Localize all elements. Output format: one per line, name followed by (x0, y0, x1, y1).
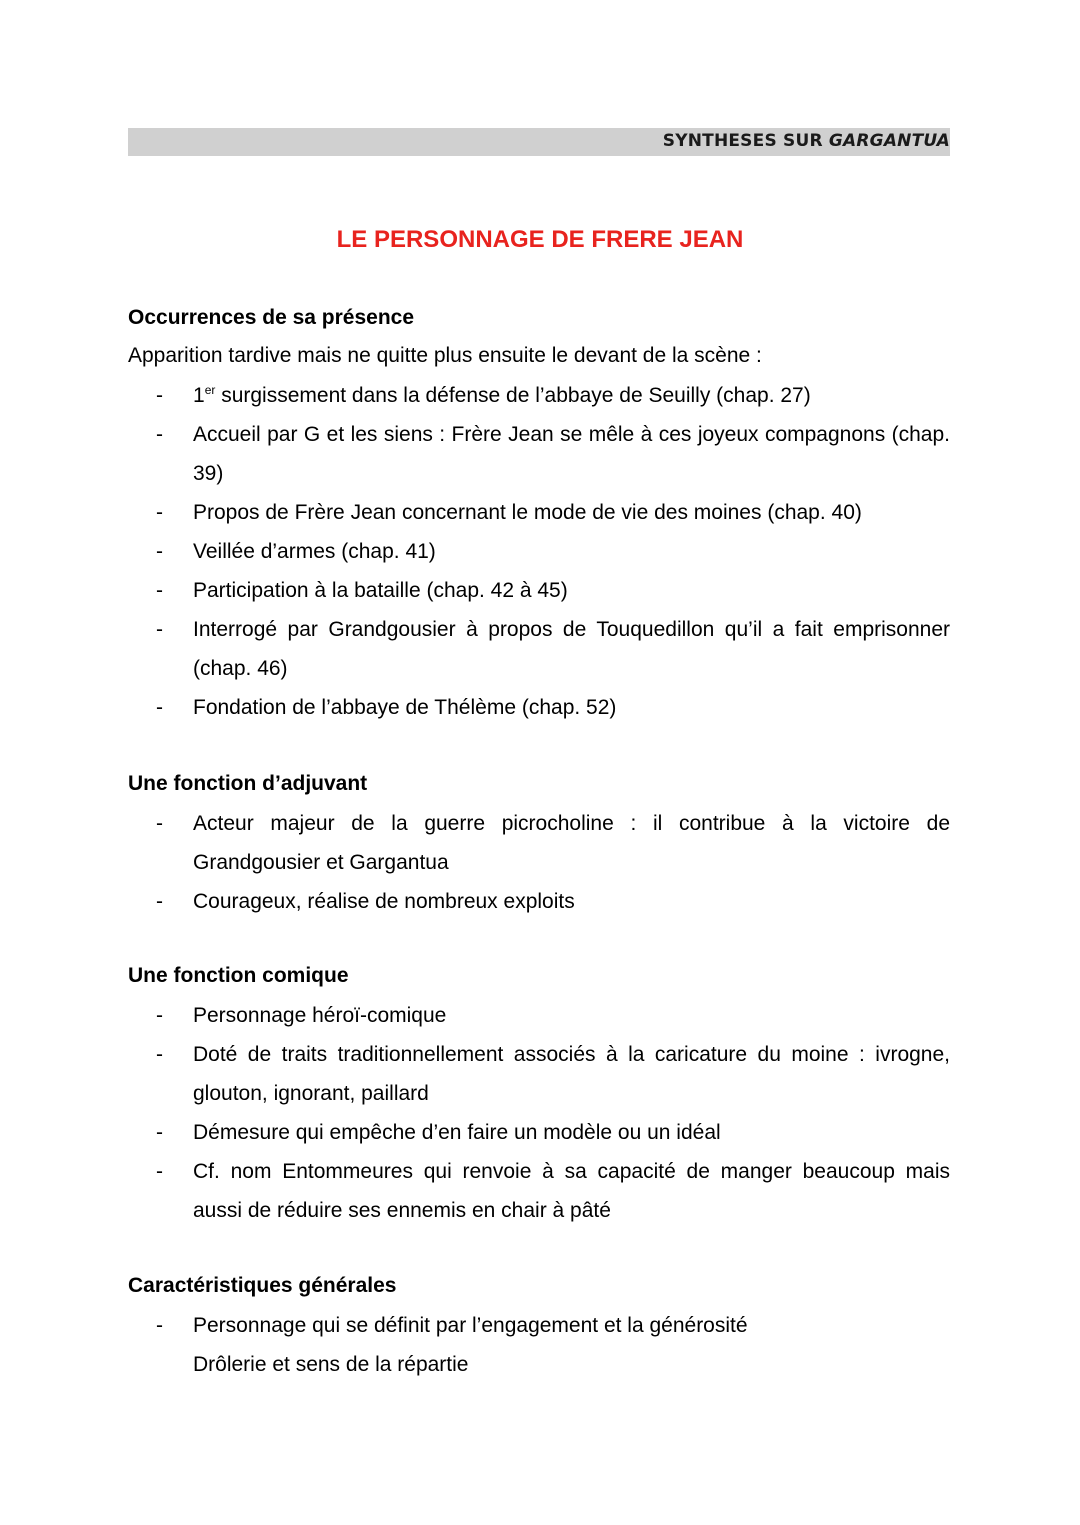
list-item (128, 532, 950, 571)
list-item-text: Acteur majeur de la guerre picrocholine : il contribue à la victoire de Grandgousier et Gargantua (193, 812, 950, 874)
header-bar (128, 128, 950, 156)
list-item-text: Démesure qui empêche d’en faire un modèle ou un idéal (193, 1121, 721, 1144)
list-item (128, 1345, 950, 1384)
list-item-text: Cf. nom Entommeures qui renvoie à sa capacité de manger beaucoup mais aussi de réduire ses ennemis en chair à pâté (193, 1160, 950, 1222)
list-dash: - (156, 579, 163, 602)
list-item-text: Doté de traits traditionnellement associés à la caricature du moine : ivrogne, glouton, ignorant, paillard (193, 1043, 950, 1105)
list-dash: - (156, 890, 163, 913)
adjuvant-list (128, 804, 950, 921)
list-dash: - (156, 696, 163, 719)
list-item (128, 493, 950, 532)
list-item (128, 376, 950, 415)
first-num: 1 (193, 384, 205, 407)
list-item (128, 882, 950, 921)
list-item (128, 571, 950, 610)
list-item (128, 688, 950, 727)
list-dash: - (156, 1004, 163, 1027)
list-dash: - (156, 812, 163, 835)
list-item-text: Courageux, réalise de nombreux exploits (193, 890, 575, 913)
list-item (128, 1113, 950, 1152)
list-item (128, 610, 950, 688)
list-dash: - (156, 1314, 163, 1337)
list-dash: - (156, 540, 163, 563)
list-dash: - (156, 1160, 163, 1183)
header-italic: GARGANTUA (828, 131, 950, 151)
list-item-text: Veillée d’armes (chap. 41) (193, 540, 436, 563)
section-title-occurrences: Occurrences de sa présence (128, 306, 415, 329)
running-header (663, 131, 950, 151)
list-dash: - (156, 423, 163, 446)
list-item-text: Drôlerie et sens de la répartie (193, 1353, 469, 1376)
page-title: LE PERSONNAGE DE FRERE JEAN (336, 226, 744, 253)
list-item-text: Propos de Frère Jean concernant le mode de vie des moines (chap. 40) (193, 501, 862, 524)
list-dash: - (156, 501, 163, 524)
list-item (128, 1035, 950, 1113)
list-item (128, 1152, 950, 1230)
list-item (128, 1306, 950, 1345)
section-title-comique: Une fonction comique (128, 964, 349, 987)
header-prefix: SYNTHESES SUR (662, 131, 829, 151)
list-item-text: Participation à la bataille (chap. 42 à 45) (193, 579, 568, 602)
comique-list (128, 996, 950, 1230)
list-item-text: Interrogé par Grandgousier à propos de Touquedillon qu’il a fait emprisonner (chap. 46) (193, 618, 950, 680)
generales-list (128, 1306, 950, 1384)
list-item-text: Personnage qui se définit par l’engagement et la générosité (193, 1314, 748, 1337)
first-rest: surgissement dans la défense de l’abbaye de Seuilly (chap. 27) (215, 384, 811, 407)
section-title-adjuvant: Une fonction d’adjuvant (128, 772, 368, 795)
list-item-text: Fondation de l’abbaye de Thélème (chap. 52) (193, 696, 617, 719)
list-item (128, 415, 950, 493)
section-intro: Apparition tardive mais ne quitte plus ensuite le devant de la scène : (128, 344, 762, 367)
list-dash: - (156, 1121, 163, 1144)
occurrences-list (128, 376, 950, 727)
list-item-text: Accueil par G et les siens : Frère Jean se mêle à ces joyeux compagnons (chap. 39) (193, 423, 950, 485)
list-item (128, 804, 950, 882)
list-item-text: Personnage héroï-comique (193, 1004, 447, 1027)
list-dash: - (156, 384, 163, 407)
list-dash: - (156, 1043, 163, 1066)
list-dash: - (156, 618, 163, 641)
first-sup: er (204, 383, 216, 397)
section-title-generales: Caractéristiques générales (128, 1274, 397, 1297)
list-item (128, 996, 950, 1035)
